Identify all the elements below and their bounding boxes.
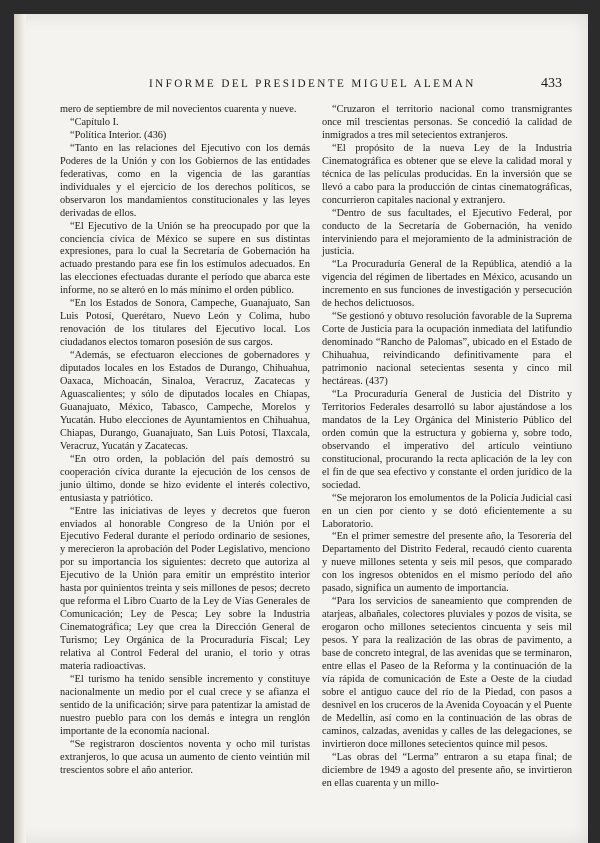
left-column-paragraph: “Se registraron doscientos noventa y ocho mil turistas extranjeros, lo que acusa un aumento de ciento veintiún mil trescientos sobre el año anterior. (60, 738, 310, 776)
right-column-paragraph: “La Procuraduría General de la República, atendió a la vigencia del régimen de libertades en México, acusando un incremento en sus funciones de investigación y persecución de hechos delictuosos. (322, 259, 572, 310)
left-column-paragraph: “Entre las iniciativas de leyes y decretos que fueron enviados al honorable Congreso de la Unión por el Ejecutivo Federal durante el período ordinario de sesiones, y merecieron la aprobación del Poder Legislativo, menciono por su importancia los siguientes: decreto que autoriza al Ejecutivo de la Unión para emitir un empréstito interior hasta por quinientos treinta y seis millones de pesos; decreto que reforma el Libro Cuarto de la Ley de Vías Generales de Comunicación; Ley de Pesca; Ley sobre la Industria Cinematográfica; Ley que crea la Dirección General de Turismo; Ley Orgánica de la Procuraduría Fiscal; Ley relativa al Control Federal del uranio, el torio y otras materia radioactivas. (60, 505, 310, 672)
right-column-paragraph: “Dentro de sus facultades, el Ejecutivo Federal, por conducto de la Secretaría de Gobernación, ha venido interviniendo para el mejoramiento de la administración de justicia. (322, 207, 572, 258)
left-column-paragraph: “El turismo ha tenido sensible incremento y constituye nacionalmente un medio por el cual crece y se afianza el sentido de la unificación; sirve para patentizar la amistad de nuestro pueblo para con los demás e integra un renglón importante de la economía nacional. (60, 673, 310, 737)
left-column-paragraph: “En los Estados de Sonora, Campeche, Guanajuato, San Luis Potosí, Querétaro, Nuevo León y Colima, hubo renovación de los titulares del Ejecutivo local. Los ciudadanos electos tomaron posesión de sus cargos. (60, 298, 310, 349)
right-text-column (322, 104, 572, 791)
running-header-title: INFORME DEL PRESIDENTE MIGUEL ALEMAN (149, 78, 476, 90)
right-column-paragraph: “En el primer semestre del presente año, la Tesorería del Departamento del Distrito Federal, recaudó ciento cuarenta y nueve millones setenta y seis mil pesos, que comparado con los ingresos obtenidos en el mismo período del año pasado, significa un aumento de importancia. (322, 531, 572, 595)
right-column-paragraph: “Se mejoraron los emolumentos de la Policía Judicial casi en un cien por ciento y se dotó eficientemente a su Laboratorio. (322, 492, 572, 530)
left-column-paragraph: “Además, se efectuaron elecciones de gobernadores y diputados locales en los Estados de Durango, Chihuahua, Oaxaca, Michoacán, Sinaloa, Veracruz, Zacatecas y Aguascalientes; y sólo de diputados locales en Chiapas, Guanajuato, México, Tabasco, Campeche, Morelos y Yucatán. Hubo elecciones de Ayuntamientos en Chihuahua, Chiapas, Durango, Guanajuato, San Luis Potosí, Tlaxcala, Veracruz, Yucatán y Zacatecas. (60, 350, 310, 452)
left-text-column (60, 104, 310, 778)
page-number: 433 (541, 76, 562, 91)
document-page (14, 14, 588, 843)
right-column-paragraph: “La Procuraduría General de Justicia del Distrito y Territorios Federales desarrolló su labor ajustándose a los mandatos de la Ley Orgánica del Ministerio Público del orden común que la estructura y gobierna y, sobre todo, observando el imperativo del artículo veintiuno constitucional, procurando la recta aplicación de la ley con el fin de que sea efectivo y constante el orden jurídico de la sociedad. (322, 388, 572, 491)
left-column-paragraph: “Tanto en las relaciones del Ejecutivo con los demás Poderes de la Unión y con los Gobiernos de las entidades federativas, como en la vigencia de las garantías individuales y el ejercicio de los derechos políticos, se observaron los mandamientos constitucionales y las leyes derivadas de ellos. (60, 142, 310, 219)
running-header (14, 78, 588, 94)
left-column-paragraph: “Política Interior. (436) (70, 129, 167, 141)
right-column-paragraph: “Cruzaron el territorio nacional como transmigrantes once mil trescientas personas. Se concedió la calidad de inmigrados a tres mil setecientos extranjeros. (322, 104, 572, 141)
left-column-paragraph: “El Ejecutivo de la Unión se ha preocupado por que la conciencia cívica de México se supere en sus distintas expresiones, para lo cual la Secretaría de Gobernación ha actuado prestando para ese fin los estímulos adecuados. En las elecciones efectuadas durante el período que abarca este informe, no se alteró en lo más mínimo el orden público. (60, 220, 310, 297)
left-column-paragraph: “Capítulo I. (70, 116, 119, 128)
page-binding-shadow (14, 14, 26, 843)
right-column-paragraph: “El propósito de la nueva Ley de la Industria Cinematográfica es obtener que se eleve la calidad moral y técnica de las películas producidas. En la inversión que se llevó a cabo para la producción de cintas cinematográficas, concurrieron capitales nacional y extranjero. (322, 142, 572, 206)
right-column-paragraph: “Las obras del “Lerma” entraron a su etapa final; de diciembre de 1949 a agosto del presente año, se invirtieron en ellas cuarenta y un millo- (322, 751, 572, 789)
left-column-paragraph: mero de septiembre de mil novecientos cuarenta y nueve. (60, 104, 297, 115)
right-column-paragraph: “Para los servicios de saneamiento que comprenden de atarjeas, albañales, colectores pluviales y pozos de visita, se erogaron ocho millones setecientos cincuenta y seis mil pesos. Y para la realización de las obras de pavimento, a base de concreto integral, de las avenidas que se terminaron, entre ellas el Paseo de la Reforma y la continuación de la vía rápida de comunicación de Este a Oeste de la ciudad sobre el antiguo cauce del río de la Piedad, con pasos a desnivel en los cruceros de la Avenida Coyoacán y el Puente de Medellín, así como en la continuación de las obras de caminos, calzadas, avenidas y calles de las delegaciones, se invirtieron doce millones setecientos quince mil pesos. (322, 596, 572, 750)
left-column-paragraph: “En otro orden, la población del país demostró su cooperación cívica durante la ejecución de los censos de junio último, donde se hizo evidente el interés colectivo, entusiasta y patriótico. (60, 453, 310, 504)
right-column-paragraph: “Se gestionó y obtuvo resolución favorable de la Suprema Corte de Justicia para la ocupación inmediata del latifundio denominado “Rancho de Palomas”, ubicado en el Estado de Chihuahua, reivindicando definitivamente para el patrimonio nacional setecientas sesenta y cinco mil hectáreas. (437) (322, 311, 572, 388)
